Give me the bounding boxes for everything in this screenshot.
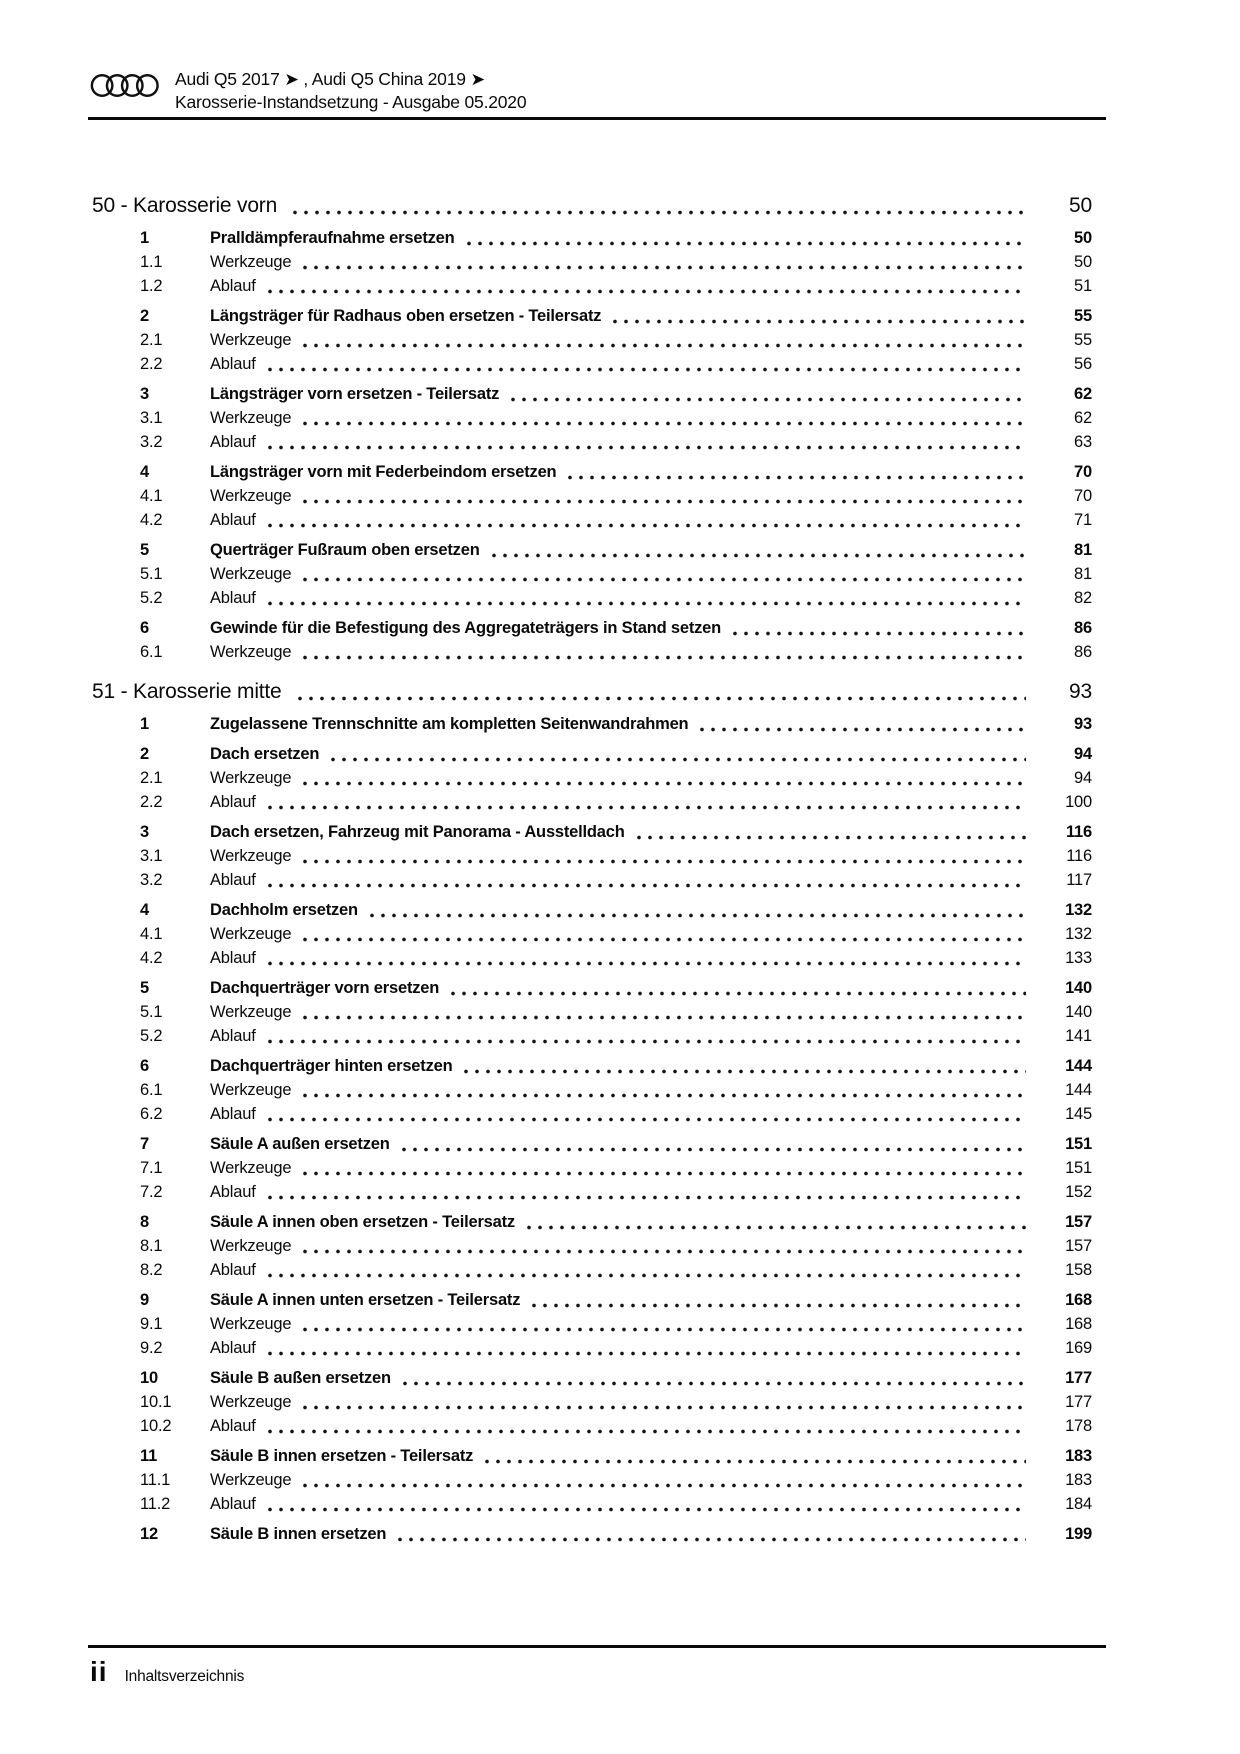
- toc-entry-page: 56: [1074, 355, 1092, 373]
- toc-entry-page: 140: [1065, 979, 1092, 997]
- toc-entry-page: 144: [1065, 1057, 1092, 1075]
- toc-entry-row: [92, 406, 1092, 430]
- dot-leader: [268, 1039, 1026, 1044]
- toc-entry-row: [92, 274, 1092, 298]
- dot-leader: [303, 655, 1026, 660]
- toc-entry-page: 151: [1065, 1135, 1092, 1153]
- toc-entry-number: 4: [140, 463, 149, 481]
- toc-entry-title: Dach ersetzen, Fahrzeug mit Panorama - Ausstelldach: [210, 823, 625, 841]
- toc-entry-number: 5.1: [140, 565, 163, 583]
- toc-entry-title: Ablauf: [210, 433, 256, 451]
- toc-entry-number: 2: [140, 307, 149, 325]
- toc-section-page: 93: [1069, 680, 1092, 703]
- toc-entry-title: Werkzeuge: [210, 1471, 292, 1489]
- toc-entry-number: 2.1: [140, 769, 163, 787]
- toc-entry-title: Ablauf: [210, 1261, 256, 1279]
- toc-entry-row: [92, 508, 1092, 532]
- toc-entry-title: Dach ersetzen: [210, 745, 320, 763]
- toc-entry-page: 81: [1074, 565, 1092, 583]
- toc-entry-page: 94: [1074, 745, 1092, 763]
- dot-leader: [268, 883, 1026, 888]
- dot-leader: [298, 696, 1026, 701]
- toc-entry-title: Ablauf: [210, 1183, 256, 1201]
- toc-entry-title: Gewinde für die Befestigung des Aggregateträgers in Stand setzen: [210, 619, 722, 637]
- toc-entry-number: 5.2: [140, 1027, 163, 1045]
- toc-entry-row: [92, 1492, 1092, 1516]
- toc-entry-number: 10.1: [140, 1393, 172, 1411]
- toc-section-heading: [92, 192, 1092, 220]
- toc-entry-row: [92, 712, 1092, 736]
- toc-entry-title: Werkzeuge: [210, 1003, 292, 1021]
- dot-leader: [268, 1507, 1026, 1512]
- toc-entry-title: Ablauf: [210, 1339, 256, 1357]
- toc-entry-row: [92, 226, 1092, 250]
- toc-entry-row: [92, 484, 1092, 508]
- toc-entry-row: [92, 562, 1092, 586]
- toc-entry-number: 3.2: [140, 871, 163, 889]
- toc-entry-page: 184: [1065, 1495, 1092, 1513]
- toc-entry-number: 8: [140, 1213, 149, 1231]
- toc-entry-number: 11.2: [140, 1495, 171, 1513]
- toc-entry-page: 178: [1065, 1417, 1092, 1435]
- dot-leader: [733, 631, 1026, 636]
- toc-entry-number: 3: [140, 385, 149, 403]
- dot-leader: [268, 1351, 1026, 1356]
- toc-entry-number: 11.1: [140, 1471, 171, 1489]
- dot-leader: [303, 421, 1026, 426]
- toc-entry-row: [92, 1210, 1092, 1234]
- toc-entry-row: [92, 250, 1092, 274]
- toc-entry-title: Werkzeuge: [210, 253, 292, 271]
- toc-entry-row: [92, 766, 1092, 790]
- toc-entry-row: [92, 382, 1092, 406]
- toc-entry-number: 4.1: [140, 487, 163, 505]
- toc-section: [92, 678, 1092, 1546]
- toc-entry-page: 117: [1066, 871, 1092, 889]
- toc-entry-page: 151: [1065, 1159, 1092, 1177]
- dot-leader: [303, 1093, 1026, 1098]
- toc-entry-row: [92, 1312, 1092, 1336]
- toc-entry-page: 86: [1074, 619, 1092, 637]
- toc-entry-row: [92, 460, 1092, 484]
- dot-leader: [303, 1249, 1026, 1254]
- toc-entry-row: [92, 1180, 1092, 1204]
- toc-entry-number: 6: [140, 1057, 149, 1075]
- toc-entry-page: 140: [1065, 1003, 1092, 1021]
- dot-leader: [303, 499, 1026, 504]
- toc-entry-number: 1: [140, 229, 149, 247]
- toc-entry-page: 51: [1074, 277, 1092, 295]
- toc-entry-title: Ablauf: [210, 1105, 256, 1123]
- toc-section-entries: [92, 712, 1092, 1546]
- toc-entry-number: 4: [140, 901, 149, 919]
- toc-entry-page: 81: [1074, 541, 1092, 559]
- dot-leader: [268, 289, 1026, 294]
- dot-leader: [485, 1459, 1026, 1464]
- toc-entry-row: [92, 1258, 1092, 1282]
- toc-entry-row: [92, 352, 1092, 376]
- toc-entry-row: [92, 1000, 1092, 1024]
- toc-entry-page: 50: [1074, 253, 1092, 271]
- dot-leader: [293, 210, 1026, 215]
- toc-entry-number: 3: [140, 823, 149, 841]
- toc-entry-row: [92, 1156, 1092, 1180]
- toc-entry-page: 177: [1065, 1393, 1092, 1411]
- toc-entry-row: [92, 616, 1092, 640]
- toc-entry-title: Werkzeuge: [210, 565, 292, 583]
- toc-entry-page: 86: [1074, 643, 1092, 661]
- toc-entry-row: [92, 1468, 1092, 1492]
- header-title-block: [175, 68, 526, 114]
- toc-entry-number: 11: [140, 1447, 158, 1465]
- dot-leader: [331, 757, 1026, 762]
- footer-label: Inhaltsverzeichnis: [124, 1668, 245, 1685]
- toc-entry-number: 5: [140, 541, 149, 559]
- dot-leader: [268, 1195, 1026, 1200]
- toc-entry-title: Zugelassene Trennschnitte am kompletten Seitenwandrahmen: [210, 715, 689, 733]
- toc-entry-row: [92, 868, 1092, 892]
- dot-leader: [532, 1303, 1026, 1308]
- toc-entry-number: 10: [140, 1369, 158, 1387]
- dot-leader: [370, 913, 1026, 918]
- toc-entry-number: 6: [140, 619, 149, 637]
- toc-entry-title: Werkzeuge: [210, 1237, 292, 1255]
- toc-entry-title: Ablauf: [210, 1417, 256, 1435]
- toc-entry-page: 168: [1065, 1315, 1092, 1333]
- toc-entry-number: 1.2: [140, 277, 163, 295]
- toc-entry-number: 5.2: [140, 589, 163, 607]
- toc-entry-number: 7.1: [140, 1159, 163, 1177]
- toc-entry-title: Säule B außen ersetzen: [210, 1369, 391, 1387]
- toc-entry-title: Längsträger vorn mit Federbeindom ersetzen: [210, 463, 557, 481]
- toc-entry-row: [92, 1390, 1092, 1414]
- toc-entry-page: 169: [1065, 1339, 1092, 1357]
- dot-leader: [613, 319, 1026, 324]
- toc-entry-number: 2.2: [140, 355, 163, 373]
- header-title-line2: Karosserie-Instandsetzung - Ausgabe 05.2020: [175, 92, 527, 112]
- toc-entry-page: 50: [1074, 229, 1092, 247]
- dot-leader: [268, 805, 1026, 810]
- toc-entry-title: Werkzeuge: [210, 1315, 292, 1333]
- toc-entry-row: [92, 1132, 1092, 1156]
- header-divider: [88, 117, 1106, 120]
- toc-entry-title: Werkzeuge: [210, 1159, 292, 1177]
- toc-entry-number: 1.1: [140, 253, 163, 271]
- toc-entry-row: [92, 1522, 1092, 1546]
- toc-entry-title: Pralldämpferaufnahme ersetzen: [210, 229, 455, 247]
- toc-entry-title: Säule A außen ersetzen: [210, 1135, 390, 1153]
- toc-section-page: 50: [1069, 194, 1092, 217]
- toc-entry-title: Werkzeuge: [210, 409, 292, 427]
- footer-page-number: ii: [90, 1656, 108, 1687]
- toc-entry-title: Ablauf: [210, 277, 256, 295]
- toc-entry-page: 177: [1065, 1369, 1092, 1387]
- toc-entry-title: Ablauf: [210, 355, 256, 373]
- toc-entry-page: 116: [1065, 823, 1092, 841]
- toc-entry-title: Querträger Fußraum oben ersetzen: [210, 541, 480, 559]
- toc-entry-title: Ablauf: [210, 1495, 256, 1513]
- toc-entry-row: [92, 430, 1092, 454]
- toc-entry-row: [92, 1078, 1092, 1102]
- toc-section: [92, 192, 1092, 664]
- toc-entry-number: 8.2: [140, 1261, 163, 1279]
- toc-entry-number: 8.1: [140, 1237, 163, 1255]
- toc-entry-page: 144: [1065, 1081, 1092, 1099]
- toc-entry-number: 4.2: [140, 511, 163, 529]
- toc-entry-page: 157: [1065, 1237, 1092, 1255]
- toc-entry-row: [92, 1414, 1092, 1438]
- dot-leader: [637, 835, 1026, 840]
- toc-entry-row: [92, 946, 1092, 970]
- toc-entry-page: 157: [1065, 1213, 1092, 1231]
- toc-entry-title: Säule B innen ersetzen - Teilersatz: [210, 1447, 474, 1465]
- toc-entry-title: Dachholm ersetzen: [210, 901, 358, 919]
- toc-entry-row: [92, 898, 1092, 922]
- dot-leader: [268, 523, 1026, 528]
- dot-leader: [451, 991, 1026, 996]
- dot-leader: [268, 367, 1026, 372]
- page-footer: [90, 1656, 244, 1688]
- audi-rings-icon: [90, 68, 160, 104]
- toc-entry-row: [92, 790, 1092, 814]
- toc-entry-number: 5.1: [140, 1003, 163, 1021]
- toc-entry-number: 2.1: [140, 331, 163, 349]
- toc-entry-title: Werkzeuge: [210, 331, 292, 349]
- toc-entry-title: Werkzeuge: [210, 1081, 292, 1099]
- dot-leader: [268, 601, 1026, 606]
- toc-entry-title: Ablauf: [210, 511, 256, 529]
- toc-entry-page: 63: [1074, 433, 1092, 451]
- toc-entry-number: 6.1: [140, 643, 163, 661]
- toc-entry-title: Werkzeuge: [210, 769, 292, 787]
- toc-entry-number: 12: [140, 1525, 158, 1543]
- toc-entry-number: 1: [140, 715, 149, 733]
- toc-entry-number: 3.2: [140, 433, 163, 451]
- toc-entry-page: 199: [1065, 1525, 1092, 1543]
- dot-leader: [511, 397, 1026, 402]
- toc: [92, 192, 1092, 1546]
- toc-entry-number: 5: [140, 979, 149, 997]
- toc-entry-number: 9.2: [140, 1339, 163, 1357]
- toc-entry-page: 62: [1074, 409, 1092, 427]
- toc-entry-row: [92, 1102, 1092, 1126]
- toc-entry-number: 6.2: [140, 1105, 163, 1123]
- dot-leader: [303, 781, 1026, 786]
- dot-leader: [303, 1405, 1026, 1410]
- toc-entry-page: 132: [1065, 901, 1092, 919]
- toc-entry-title: Säule A innen unten ersetzen - Teilersatz: [210, 1291, 521, 1309]
- toc-entry-number: 10.2: [140, 1417, 172, 1435]
- dot-leader: [467, 241, 1026, 246]
- dot-leader: [268, 445, 1026, 450]
- page-header: [90, 68, 526, 114]
- toc-entry-page: 55: [1074, 331, 1092, 349]
- dot-leader: [303, 937, 1026, 942]
- dot-leader: [303, 1327, 1026, 1332]
- toc-entry-title: Ablauf: [210, 589, 256, 607]
- toc-entry-page: 55: [1074, 307, 1092, 325]
- toc-entry-page: 183: [1065, 1447, 1092, 1465]
- toc-entry-page: 70: [1074, 463, 1092, 481]
- toc-entry-page: 141: [1065, 1027, 1092, 1045]
- dot-leader: [492, 553, 1026, 558]
- toc-entry-number: 7: [140, 1135, 149, 1153]
- header-title-line1: Audi Q5 2017 ➤ , Audi Q5 China 2019 ➤: [175, 69, 485, 89]
- toc-entry-title: Dachquerträger hinten ersetzen: [210, 1057, 453, 1075]
- toc-entry-row: [92, 1024, 1092, 1048]
- toc-entry-number: 9: [140, 1291, 149, 1309]
- dot-leader: [568, 475, 1026, 480]
- dot-leader: [268, 1117, 1026, 1122]
- toc-entry-title: Werkzeuge: [210, 643, 292, 661]
- toc-entry-number: 6.1: [140, 1081, 163, 1099]
- toc-entry-row: [92, 742, 1092, 766]
- dot-leader: [268, 1429, 1026, 1434]
- toc-entry-page: 62: [1074, 385, 1092, 403]
- dot-leader: [527, 1225, 1026, 1230]
- toc-entry-title: Werkzeuge: [210, 1393, 292, 1411]
- dot-leader: [398, 1537, 1026, 1542]
- dot-leader: [700, 727, 1026, 732]
- toc-entry-title: Werkzeuge: [210, 925, 292, 943]
- toc-entry-number: 7.2: [140, 1183, 163, 1201]
- toc-section-heading: [92, 678, 1092, 706]
- toc-entry-number: 2: [140, 745, 149, 763]
- toc-entry-row: [92, 1234, 1092, 1258]
- dot-leader: [303, 1171, 1026, 1176]
- toc-section-title: 50 - Karosserie vorn: [92, 194, 278, 217]
- toc-entry-row: [92, 1444, 1092, 1468]
- toc-entry-page: 116: [1066, 847, 1092, 865]
- toc-entry-number: 9.1: [140, 1315, 163, 1333]
- dot-leader: [402, 1147, 1026, 1152]
- toc-entry-title: Längsträger für Radhaus oben ersetzen - Teilersatz: [210, 307, 602, 325]
- toc-entry-number: 2.2: [140, 793, 163, 811]
- dot-leader: [464, 1069, 1026, 1074]
- toc-entry-row: [92, 922, 1092, 946]
- dot-leader: [303, 343, 1026, 348]
- toc-entry-page: 93: [1074, 715, 1092, 733]
- toc-entry-number: 3.1: [140, 847, 163, 865]
- toc-entry-number: 4.2: [140, 949, 163, 967]
- toc-section-title: 51 - Karosserie mitte: [92, 680, 282, 703]
- toc-entry-row: [92, 1366, 1092, 1390]
- toc-entry-row: [92, 844, 1092, 868]
- toc-entry-row: [92, 538, 1092, 562]
- toc-entry-page: 168: [1065, 1291, 1092, 1309]
- dot-leader: [403, 1381, 1026, 1386]
- toc-entry-page: 152: [1065, 1183, 1092, 1201]
- toc-entry-row: [92, 1336, 1092, 1360]
- toc-entry-row: [92, 304, 1092, 328]
- toc-entry-title: Längsträger vorn ersetzen - Teilersatz: [210, 385, 500, 403]
- dot-leader: [268, 1273, 1026, 1278]
- toc-entry-title: Ablauf: [210, 871, 256, 889]
- toc-entry-page: 70: [1074, 487, 1092, 505]
- toc-entry-row: [92, 976, 1092, 1000]
- toc-entry-row: [92, 1288, 1092, 1312]
- dot-leader: [303, 859, 1026, 864]
- toc-entry-page: 145: [1065, 1105, 1092, 1123]
- toc-entry-title: Säule B innen ersetzen: [210, 1525, 387, 1543]
- toc-entry-title: Ablauf: [210, 949, 256, 967]
- toc-section-entries: [92, 226, 1092, 664]
- toc-entry-title: Dachquerträger vorn ersetzen: [210, 979, 440, 997]
- toc-entry-row: [92, 820, 1092, 844]
- toc-entry-row: [92, 1054, 1092, 1078]
- toc-entry-row: [92, 586, 1092, 610]
- toc-entry-page: 132: [1065, 925, 1092, 943]
- footer-divider: [88, 1645, 1106, 1648]
- toc-entry-title: Werkzeuge: [210, 487, 292, 505]
- toc-entry-page: 183: [1065, 1471, 1092, 1489]
- toc-entry-title: Ablauf: [210, 793, 256, 811]
- toc-entry-page: 100: [1065, 793, 1092, 811]
- toc-entry-page: 71: [1074, 511, 1092, 529]
- dot-leader: [303, 1483, 1026, 1488]
- dot-leader: [303, 265, 1026, 270]
- dot-leader: [303, 577, 1026, 582]
- toc-entry-page: 133: [1065, 949, 1092, 967]
- toc-entry-title: Ablauf: [210, 1027, 256, 1045]
- toc-entry-page: 158: [1065, 1261, 1092, 1279]
- toc-entry-number: 4.1: [140, 925, 163, 943]
- toc-entry-title: Werkzeuge: [210, 847, 292, 865]
- dot-leader: [303, 1015, 1026, 1020]
- dot-leader: [268, 961, 1026, 966]
- toc-entry-row: [92, 640, 1092, 664]
- toc-entry-row: [92, 328, 1092, 352]
- toc-entry-number: 3.1: [140, 409, 163, 427]
- toc-entry-title: Säule A innen oben ersetzen - Teilersatz: [210, 1213, 515, 1231]
- toc-entry-page: 82: [1074, 589, 1092, 607]
- toc-entry-page: 94: [1074, 769, 1092, 787]
